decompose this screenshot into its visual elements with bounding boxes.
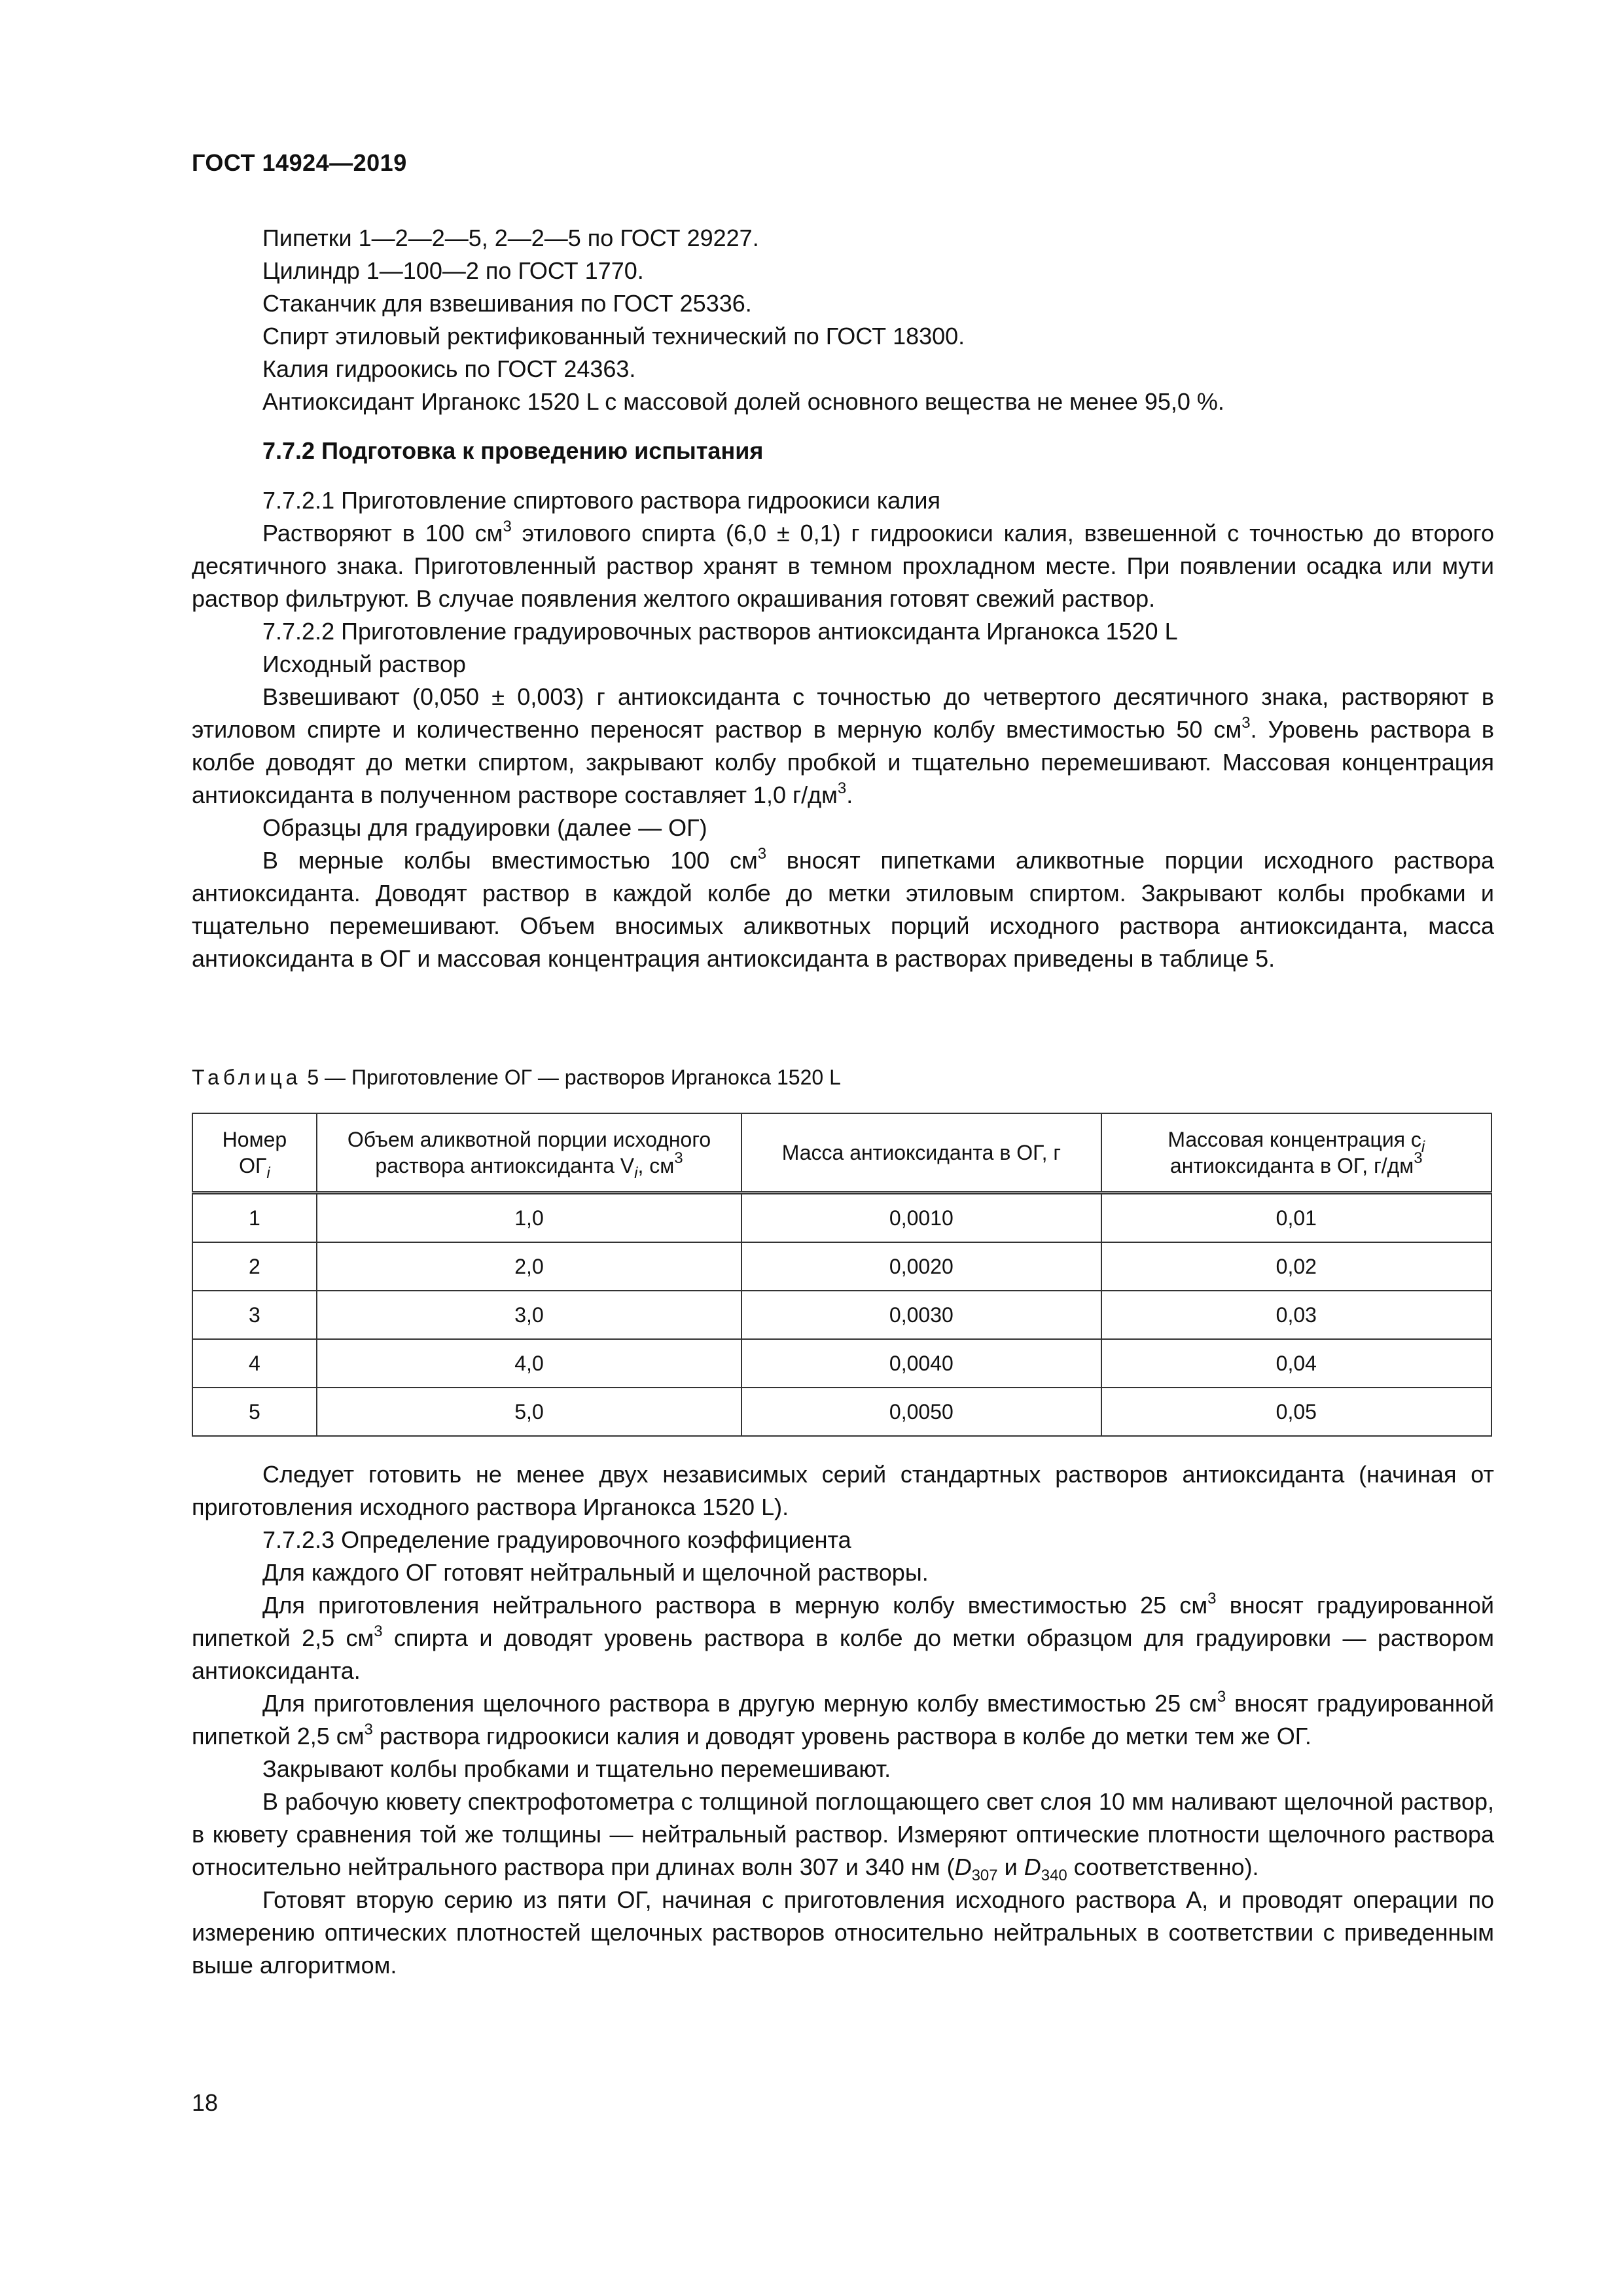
subsection-title-7-7-2-2: 7.7.2.2 Приготовление градуировочных растворов антиоксиданта Ирганокса 1520 L: [262, 618, 1178, 645]
header-mass-concentration: Массовая концентрация $c_i$ антиоксиданта в ОГ, $г/дм^3$: [1101, 1113, 1491, 1193]
cell-concentration: 0,03: [1101, 1291, 1491, 1339]
cell-number: 1: [192, 1193, 317, 1243]
cell-mass: 0,0050: [741, 1388, 1101, 1436]
subsection-title-7-7-2-1: 7.7.2.1 Приготовление спиртового раствора гидроокиси калия: [262, 487, 940, 514]
paragraph-series-note: Следует готовить не менее двух независимых серий стандартных растворов антиоксиданта (начиная от приготовления исходного раствора Ирганокса 1520 L).: [192, 1461, 1494, 1520]
cell-mass: 0,0020: [741, 1242, 1101, 1291]
table-row: [192, 1388, 1491, 1436]
paragraph-neutral-solution: Для приготовления нейтрального раствора в мерную колбу вместимостью 25 $см^3$ вносят градуированной пипеткой 2,5 $см^3$ спирта и доводят уровень раствора в колбе до метки образцом для градуировки — раствором антиоксиданта.: [192, 1590, 1494, 1684]
subsection-prep-block: [192, 484, 1494, 975]
table-header-row: [192, 1113, 1491, 1193]
cell-volume: 3,0: [317, 1291, 741, 1339]
cell-concentration: 0,05: [1101, 1388, 1491, 1436]
cell-volume: 1,0: [317, 1193, 741, 1243]
subheading-calibration-samples: Образцы для градуировки (далее — ОГ): [262, 814, 707, 841]
calibration-table: [192, 1113, 1492, 1437]
post-table-block: [192, 1458, 1494, 1982]
equipment-line: Спирт этиловый ректификованный технический по ГОСТ 18300.: [262, 323, 965, 350]
table-row: [192, 1193, 1491, 1243]
section-heading: 7.7.2 Подготовка к проведению испытания: [262, 437, 764, 464]
header-antioxidant-mass: Масса антиоксиданта в ОГ, г: [741, 1113, 1101, 1193]
cell-number: 2: [192, 1242, 317, 1291]
equipment-line: Цилиндр 1—100—2 по ГОСТ 1770.: [262, 257, 644, 284]
cell-volume: 2,0: [317, 1242, 741, 1291]
header-sample-number: Номер $ОГ_i$: [192, 1113, 317, 1193]
cell-number: 5: [192, 1388, 317, 1436]
cell-volume: 4,0: [317, 1339, 741, 1388]
cell-concentration: 0,01: [1101, 1193, 1491, 1243]
table-caption: Таблица 5 — Приготовление ОГ — растворов Ирганокса 1520 L: [192, 1066, 841, 1089]
paragraph-alkaline-solution: Для приготовления щелочного раствора в другую мерную колбу вместимостью 25 $см^3$ вносят градуированной пипеткой 2,5 $см^3$ раствора гидроокиси калия и доводят уровень раствора в колбе до метки тем же ОГ.: [192, 1688, 1494, 1749]
cell-mass: 0,0010: [741, 1193, 1101, 1243]
section-block: [192, 435, 1494, 467]
paragraph-measurement: В рабочую кювету спектрофотометра с толщиной поглощающего свет слоя 10 мм наливают щелочной раствор, в кювету сравнения той же толщины — нейтральный раствор. Измеряют оптические плотности щелочного раствора относительно нейтрального раствора при длинах волн 307 и 340 нм ($D_{307}$ и $D_{340}$ соответственно).: [192, 1788, 1494, 1884]
paragraph-stock-solution: Взвешивают (0,050 ± 0,003) г антиоксиданта с точностью до четвертого десятичного знака, растворяют в этиловом спирте и количественно переносят раствор в мерную колбу вместимостью 50 $см^3$. Уровень раствора в колбе доводят до метки спиртом, закрывают колбу пробкой и тщательно перемешивают. Массовая концентрация антиоксиданта в полученном растворе составляет 1,0 $г/дм^3$.: [192, 683, 1494, 808]
cell-mass: 0,0030: [741, 1291, 1101, 1339]
cell-volume: 5,0: [317, 1388, 741, 1436]
cell-concentration: 0,02: [1101, 1242, 1491, 1291]
equipment-line: Стаканчик для взвешивания по ГОСТ 25336.: [262, 290, 752, 317]
equipment-list: [192, 222, 1494, 418]
cell-mass: 0,0040: [741, 1339, 1101, 1388]
equipment-line: Калия гидроокись по ГОСТ 24363.: [262, 355, 636, 382]
subheading-stock-solution: Исходный раствор: [262, 651, 466, 677]
paragraph-close-flasks: Закрывают колбы пробками и тщательно перемешивают.: [262, 1755, 891, 1782]
paragraph-second-series: Готовят вторую серию из пяти ОГ, начиная с приготовления исходного раствора А, и проводят операции по измерению оптических плотностей щелочных растворов относительно нейтральных в соответствии с приведенным выше алгоритмом.: [192, 1886, 1494, 1979]
subsection-title-7-7-2-3: 7.7.2.3 Определение градуировочного коэффициента: [262, 1526, 851, 1553]
cell-number: 3: [192, 1291, 317, 1339]
table-row: [192, 1291, 1491, 1339]
table-row: [192, 1339, 1491, 1388]
equipment-line: Антиоксидант Ирганокс 1520 L с массовой долей основного вещества не менее 95,0 %.: [262, 388, 1224, 415]
paragraph-solutions-intro: Для каждого ОГ готовят нейтральный и щелочной растворы.: [262, 1559, 929, 1586]
document-code-header: ГОСТ 14924—2019: [192, 149, 407, 176]
cell-number: 4: [192, 1339, 317, 1388]
cell-concentration: 0,04: [1101, 1339, 1491, 1388]
table-row: [192, 1242, 1491, 1291]
paragraph-koh-solution: Растворяют в 100 $см^3$ этилового спирта (6,0 ± 0,1) г гидроокиси калия, взвешенной с точностью до второго десятичного знака. Приготовленный раствор хранят в темном прохладном месте. При появлении осадка или мути раствор фильтруют. В случае появления желтого окрашивания готовят свежий раствор.: [192, 518, 1495, 612]
header-aliquot-volume: Объем аликвотной порции исходного раствора антиоксиданта $V_i$, $см^3$: [317, 1113, 741, 1193]
page-number: 18: [192, 2089, 219, 2116]
equipment-line: Пипетки 1—2—2—5, 2—2—5 по ГОСТ 29227.: [262, 224, 759, 251]
paragraph-calibration-samples: В мерные колбы вместимостью 100 $см^3$ вносят пипетками аликвотные порции исходного раствора антиоксиданта. Доводят раствор в каждой колбе до метки этиловым спиртом. Закрывают колбы пробками и тщательно перемешивают. Объем вносимых аликвотных порций исходного раствора антиоксиданта, масса антиоксиданта в ОГ и массовая концентрация антиоксиданта в растворах приведены в таблице 5.: [192, 845, 1494, 972]
